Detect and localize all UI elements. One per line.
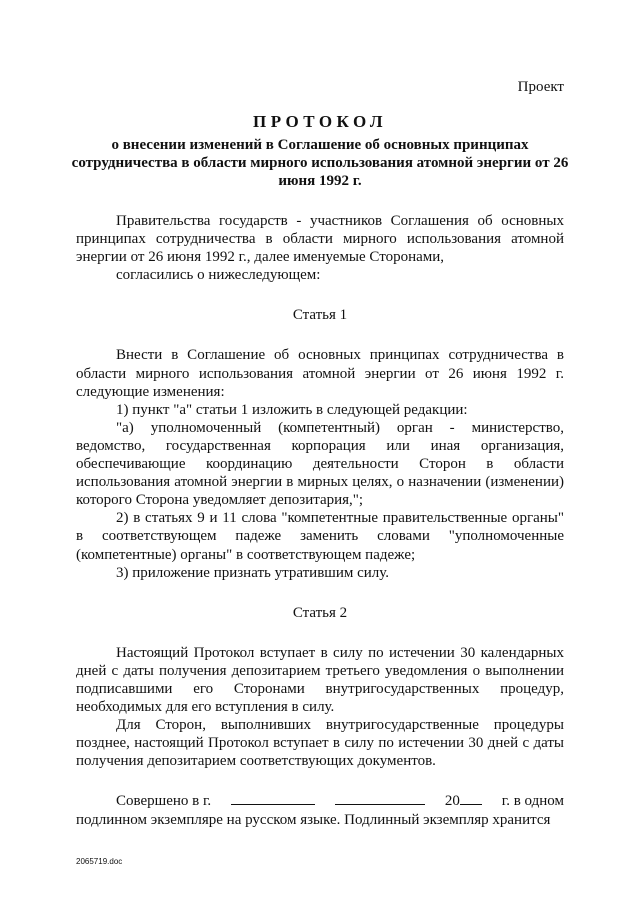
article-1-paragraph: "а) уполномоченный (компетентный) орган - министерство, ведомство, государственная корпорация или иная организация, обеспечивающие координацию деятельности Сторон в области использования атомной энергии в мирных целях, о назначении (изменении) которого Сторона уведомляет депозитария,"; (76, 419, 564, 509)
city-blank (231, 792, 315, 805)
signature-line (76, 792, 564, 810)
year-suffix-label: г. в одном (501, 793, 564, 810)
document-title: ПРОТОКОЛ (252, 112, 387, 131)
article-2-heading: Статья 2 (292, 604, 348, 621)
article-1-paragraph: 3) приложение признать утратившим силу. (116, 564, 390, 581)
article-2-paragraph: Настоящий Протокол вступает в силу по истечении 30 календарных дней с даты получения депозитарием третьего уведомления о выполнении подписавшими его Сторонами внутригосударственных процедур, необходимых для его вступления в силу. (76, 644, 564, 716)
year-field: 20 (445, 792, 482, 810)
year-blank (460, 792, 482, 805)
article-1-paragraph: 1) пункт "а" статьи 1 изложить в следующей редакции: (116, 401, 468, 418)
article-1-paragraph: Внести в Соглашение об основных принципах сотрудничества в области мирного использования атомной энергии от 26 июня 1992 г. следующие изменения: (76, 347, 564, 400)
done-in-label: Совершено в г. (116, 793, 212, 810)
article-1-paragraph: 2) в статьях 9 и 11 слова "компетентные правительственные органы" в соответствующем падеже заменить словами "уполномоченные (компетентные) органы" в соответствующем падеже; (76, 510, 564, 563)
article-1-heading: Статья 1 (292, 307, 348, 324)
closing-continuation: подлинном экземпляре на русском языке. Подлинный экземпляр хранится (76, 811, 551, 828)
document-subtitle: о внесении изменений в Соглашение об основных принципах сотрудничества в области мирного использования атомной энергии от 26 июня 1992 г. (71, 137, 569, 189)
date-blank (335, 792, 425, 805)
draft-status-label: Проект (517, 79, 564, 95)
file-name-footer: 2065719.doc (76, 857, 123, 866)
preamble-paragraph: Правительства государств - участников Соглашения об основных принципах сотрудничества в области мирного использования атомной энергии от 26 июня 1992 г., далее именуемые Сторонами, (76, 213, 564, 266)
document-body (76, 212, 564, 829)
article-2-paragraph: Для Сторон, выполнивших внутригосударственные процедуры позднее, настоящий Протокол вступает в силу по истечении 30 дней с даты получения депозитарием соответствующих документов. (76, 717, 564, 770)
preamble-agreement: согласились о нижеследующем: (116, 267, 321, 284)
